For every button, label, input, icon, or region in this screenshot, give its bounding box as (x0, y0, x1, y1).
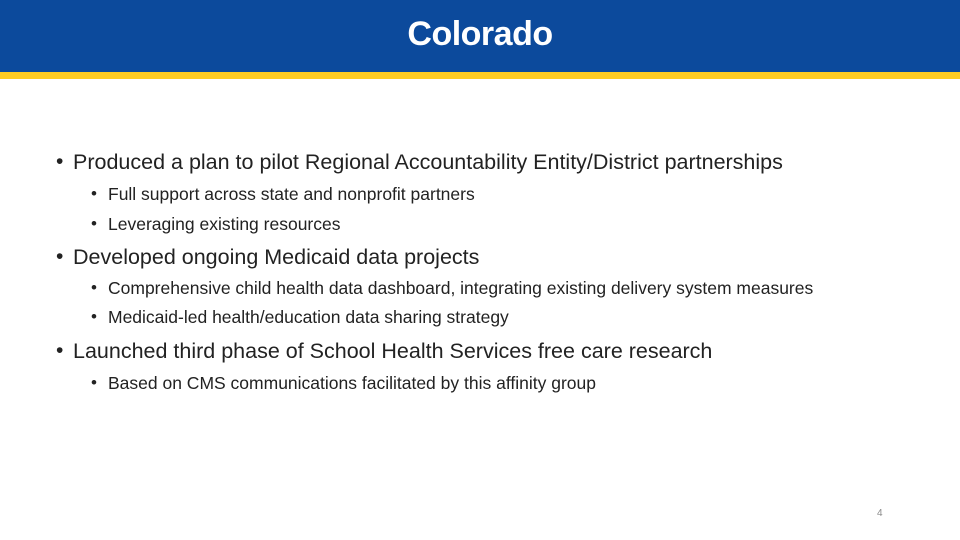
sub-bullet-list (91, 182, 916, 236)
sub-bullet-item: • Comprehensive child health data dashboard, integrating existing delivery system measures (91, 277, 916, 299)
page-number: 4 (877, 508, 883, 519)
bullet-list (56, 148, 916, 401)
sub-bullet-item: • Medicaid-led health/education data sharing strategy (91, 305, 916, 329)
sub-bullet-item: • Based on CMS communications facilitated by this affinity group (91, 371, 916, 395)
bullet-item: • Produced a plan to pilot Regional Accountability Entity/District partnerships (56, 148, 916, 176)
title-band (0, 0, 960, 72)
sub-bullet-list (91, 371, 916, 395)
sub-bullet-list (91, 277, 916, 329)
bullet-item: • Launched third phase of School Health Services free care research (56, 337, 916, 365)
slide-title: Colorado (407, 14, 553, 53)
bullet-item: • Developed ongoing Medicaid data projects (56, 243, 916, 271)
sub-bullet-item: • Full support across state and nonprofit partners (91, 182, 916, 206)
accent-stripe (0, 72, 960, 79)
sub-bullet-item: • Leveraging existing resources (91, 212, 916, 236)
